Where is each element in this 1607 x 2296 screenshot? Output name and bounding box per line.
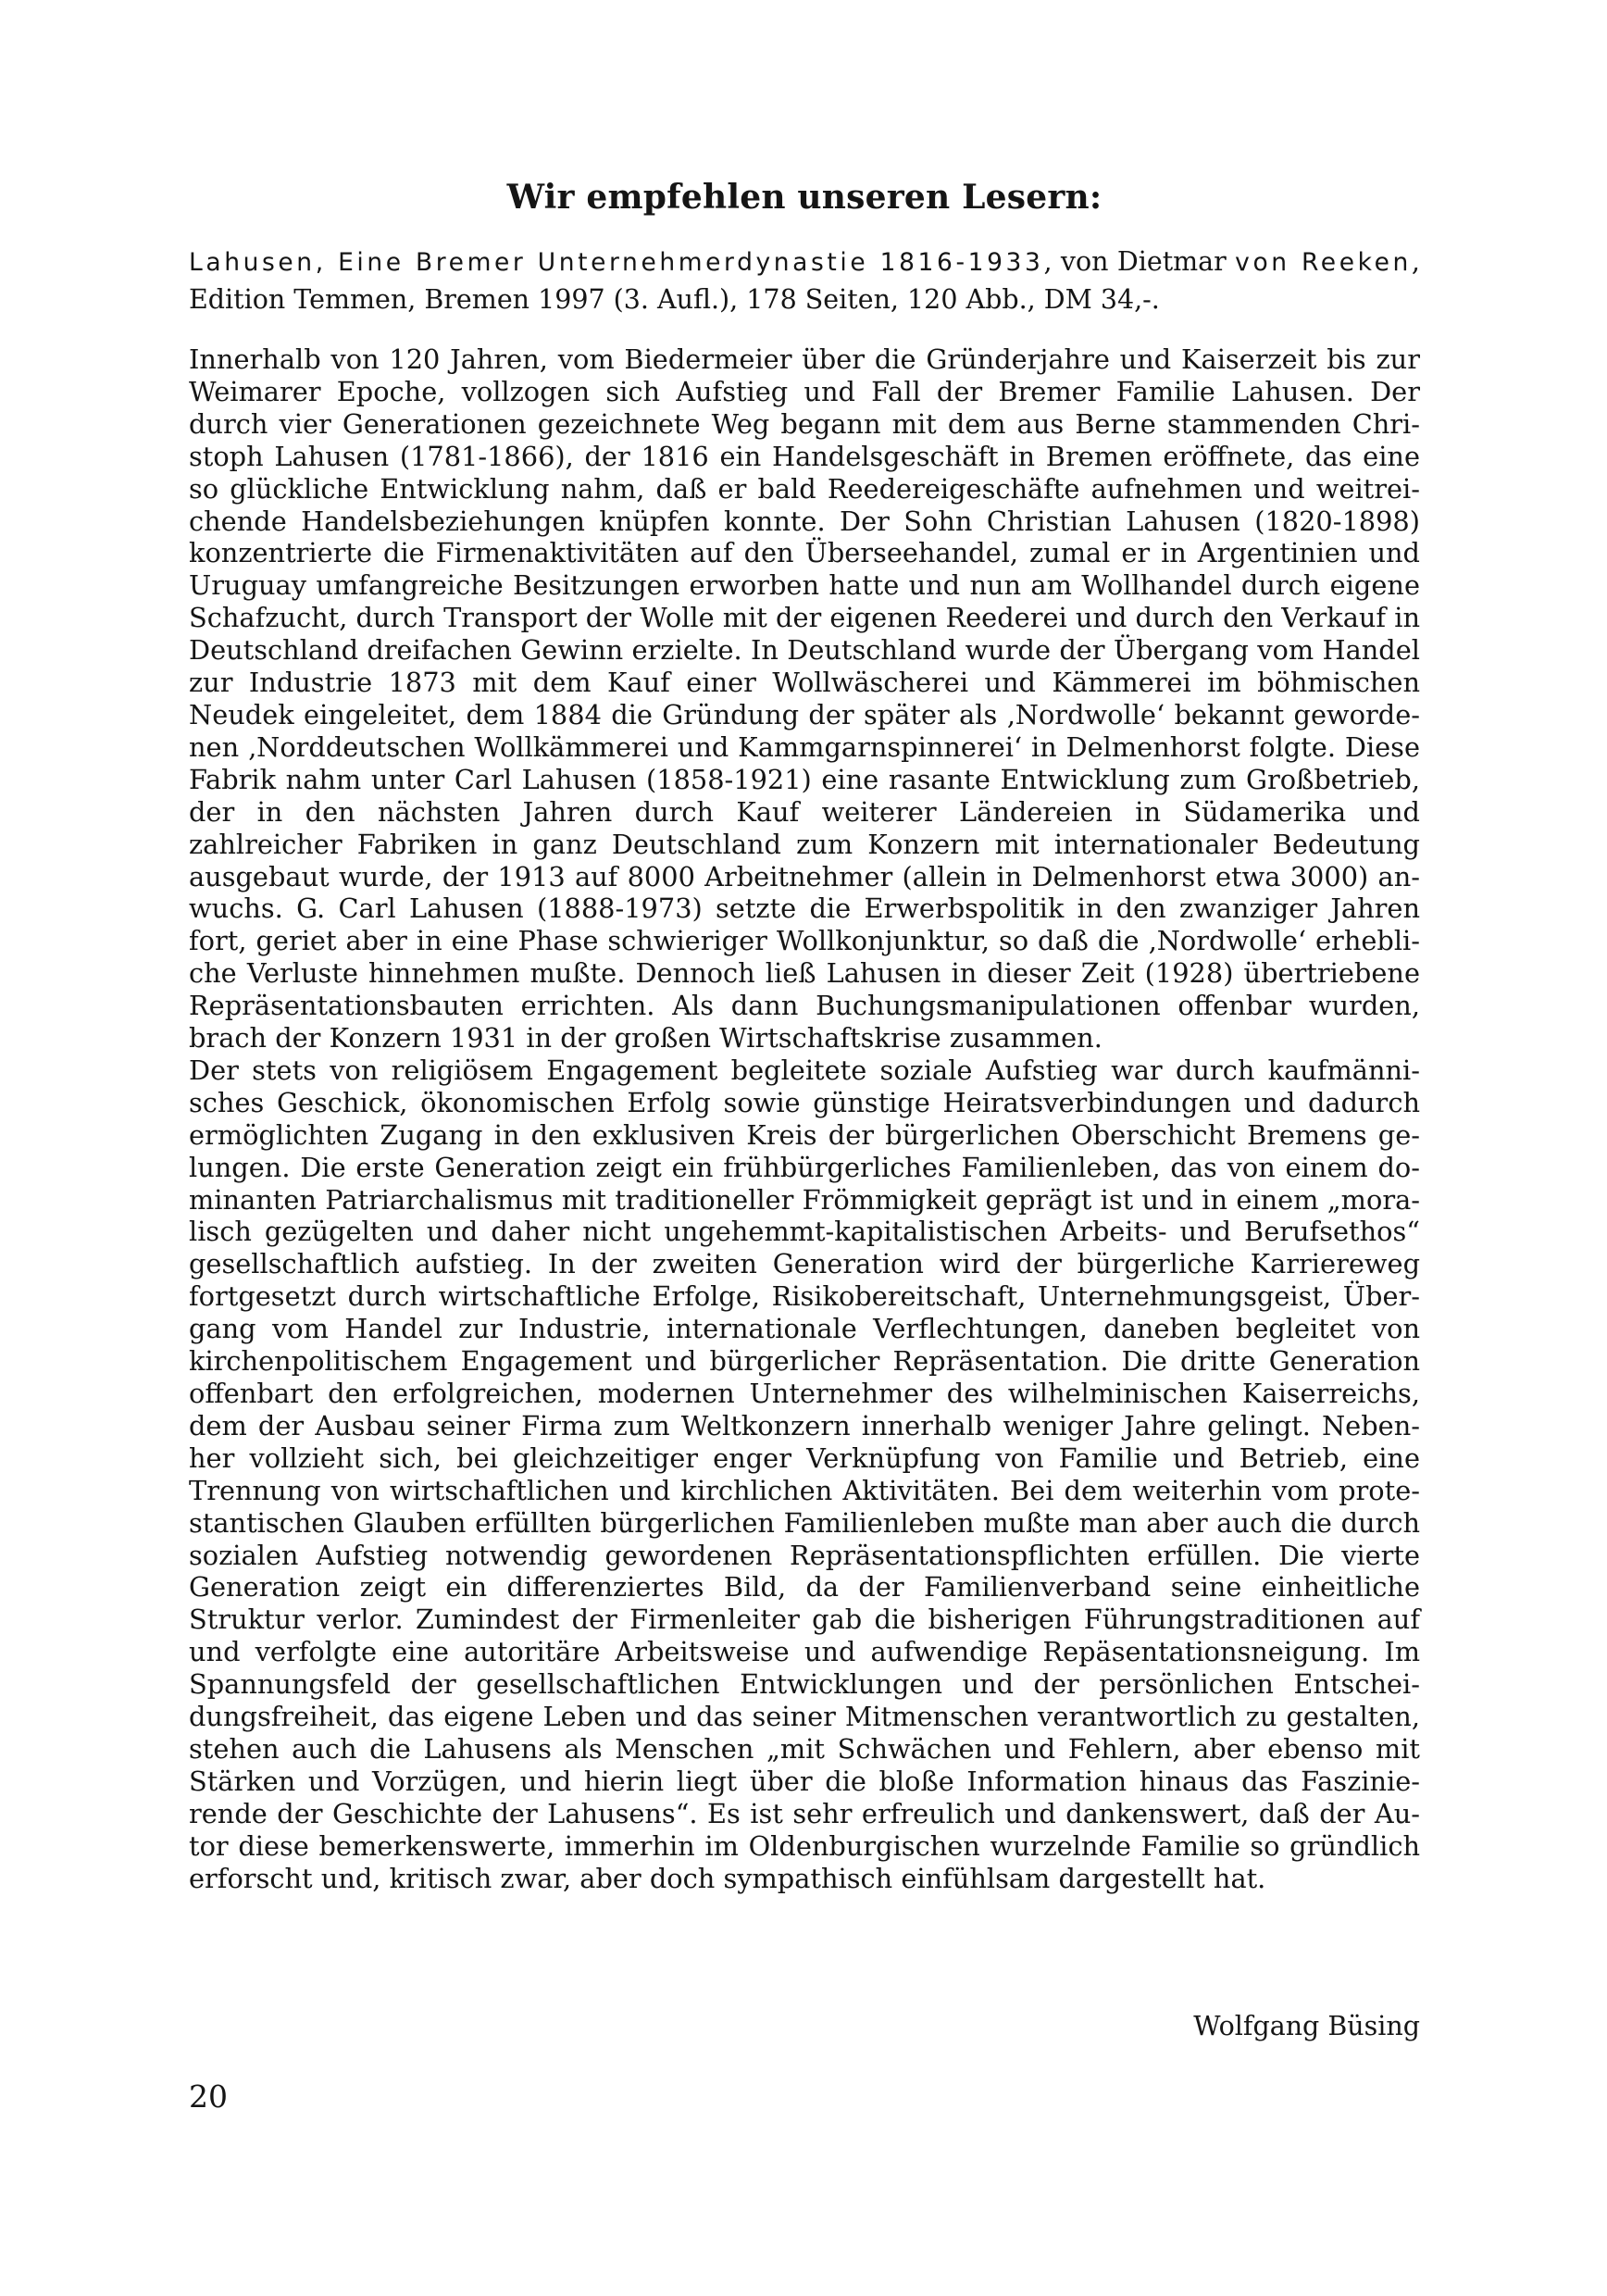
- review-signature: Wolfgang Büsing: [1193, 2011, 1420, 2041]
- book-author-name: von Reeken: [1235, 248, 1412, 277]
- review-paragraph: Innerhalb von 120 Jahren, vom Biedermeier über die Gründerjahre und Kaiserzeit bis zur Weimarer Epoche, vollzogen sich Aufstieg und Fall der Bremer Familie Lahusen. Der durch vier Generationen gezeichnete Weg begann mit dem aus Berne stammenden Christoph Lahusen (1781-1866), der 1816 ein Handelsgeschäft in Bremen eröffnete, das eine so glückliche Entwicklung nahm, daß er bald Reedereigeschäfte aufnehmen und weitreichende Handelsbeziehungen knüpfen konnte. Der Sohn Christian Lahusen (1820-1898) konzentrierte die Firmenaktivitäten auf den Überseehandel, zumal er in Argentinien und Uruguay umfangreiche Besitzungen erworben hatte und nun am Wollhandel durch eigene Schafzucht, durch Transport der Wolle mit der eigenen Reederei und durch den Verkauf in Deutschland dreifachen Gewinn erzielte. In Deutschland wurde der Übergang vom Handel zur Industrie 1873 mit dem Kauf einer Wollwäscherei und Kämmerei im böhmischen Neudek eingeleitet, dem 1884 die Gründung der später als ‚Nordwolle‘ bekannt gewordenen ‚Norddeutschen Wollkämmerei und Kammgarnspinnerei‘ in Delmenhorst folgte. Diese Fabrik nahm unter Carl Lahusen (1858-1921) eine rasante Entwicklung zum Großbetrieb, der in den nächsten Jahren durch Kauf weiterer Ländereien in Südamerika und zahlreicher Fabriken in ganz Deutschland zum Konzern mit internationaler Bedeutung ausgebaut wurde, der 1913 auf 8000 Arbeitnehmer (allein in Delmenhorst etwa 3000) anwuchs. G. Carl Lahusen (1888-1973) setzte die Erwerbspolitik in den zwanziger Jahren fort, geriet aber in eine Phase schwieriger Wollkonjunktur, so daß die ‚Nordwolle‘ erhebliche Verluste hinnehmen mußte. Dennoch ließ Lahusen in dieser Zeit (1928) übertriebene Repräsentationsbauten errichten. Als dann Buchungsmanipulationen offenbar wurden, brach der Konzern 1931 in der großen Wirtschaftskrise zusammen.: [189, 343, 1420, 1054]
- book-publisher-info: Edition Temmen, Bremen 1997 (3. Aufl.), 178 Seiten, 120 Abb., DM 34,-.: [189, 284, 1160, 315]
- book-by-label: von Dietmar: [1060, 246, 1227, 277]
- book-title: Eine Bremer Unternehmerdynastie 1816-1933: [338, 248, 1044, 277]
- review-body: [189, 343, 1420, 1895]
- book-author-surname: Lahusen: [189, 248, 316, 277]
- review-paragraph: Der stets von religiösem Engagement begleitete soziale Aufstieg war durch kaufmännisches Geschick, ökonomischen Erfolg sowie günstige Heiratsverbindungen und dadurch ermöglichten Zugang in den exklusiven Kreis der bürgerlichen Oberschicht Bremens gelungen. Die erste Generation zeigt ein frühbürgerliches Familienleben, das von einem dominanten Patriarchalismus mit traditioneller Frömmigkeit geprägt ist und in einem „moralisch gezügelten und daher nicht ungehemmt-kapitalistischen Arbeits- und Berufsethos“ gesellschaftlich aufstieg. In der zweiten Generation wird der bürgerliche Karriereweg fortgesetzt durch wirtschaftliche Erfolge, Risikobereitschaft, Unternehmungsgeist, Übergang vom Handel zur Industrie, internationale Verflechtungen, daneben begleitet von kirchenpolitischem Engagement und bürgerlicher Repräsentation. Die dritte Generation offenbart den erfolgreichen, modernen Unternehmer des wilhelminischen Kaiserreichs, dem der Ausbau seiner Firma zum Weltkonzern innerhalb weniger Jahre gelingt. Nebenher vollzieht sich, bei gleichzeitiger enger Verknüpfung von Familie und Betrieb, eine Trennung von wirtschaftlichen und kirchlichen Aktivitäten. Bei dem weiterhin vom protestantischen Glauben erfüllten bürgerlichen Familienleben mußte man aber auch die durch sozialen Aufstieg notwendig gewordenen Repräsentationspflichten erfüllen. Die vierte Generation zeigt ein differenziertes Bild, da der Familienverband seine einheitliche Struktur verlor. Zumindest der Firmenleiter gab die bisherigen Führungstraditionen auf und verfolgte eine autoritäre Arbeitsweise und aufwendige Repäsentationsneigung. Im Spannungsfeld der gesellschaftlichen Entwicklungen und der persönlichen Entscheidungsfreiheit, das eigene Leben und das seiner Mitmenschen verantwortlich zu gestalten, stehen auch die Lahusens als Menschen „mit Schwächen und Fehlern, aber ebenso mit Stärken und Vorzügen, und hierin liegt über die bloße Information hinaus das Faszinierende der Geschichte der Lahusens“. Es ist sehr erfreulich und dankenswert, daß der Autor diese bemerkenswerte, immerhin im Oldenburgischen wurzelnde Familie so gründlich erforscht und, kritisch zwar, aber doch sympathisch einfühlsam dargestellt hat.: [189, 1054, 1420, 1894]
- book-reference: Lahusen, Eine Bremer Unternehmerdynastie 1816-1933, von Dietmar von Reeken, Edition Temmen, Bremen 1997 (3. Aufl.), 178 Seiten, 120 Abb., DM 34,-.: [189, 246, 1420, 315]
- page-heading: Wir empfehlen unseren Lesern:: [506, 178, 1102, 217]
- page-number: 20: [189, 2078, 228, 2115]
